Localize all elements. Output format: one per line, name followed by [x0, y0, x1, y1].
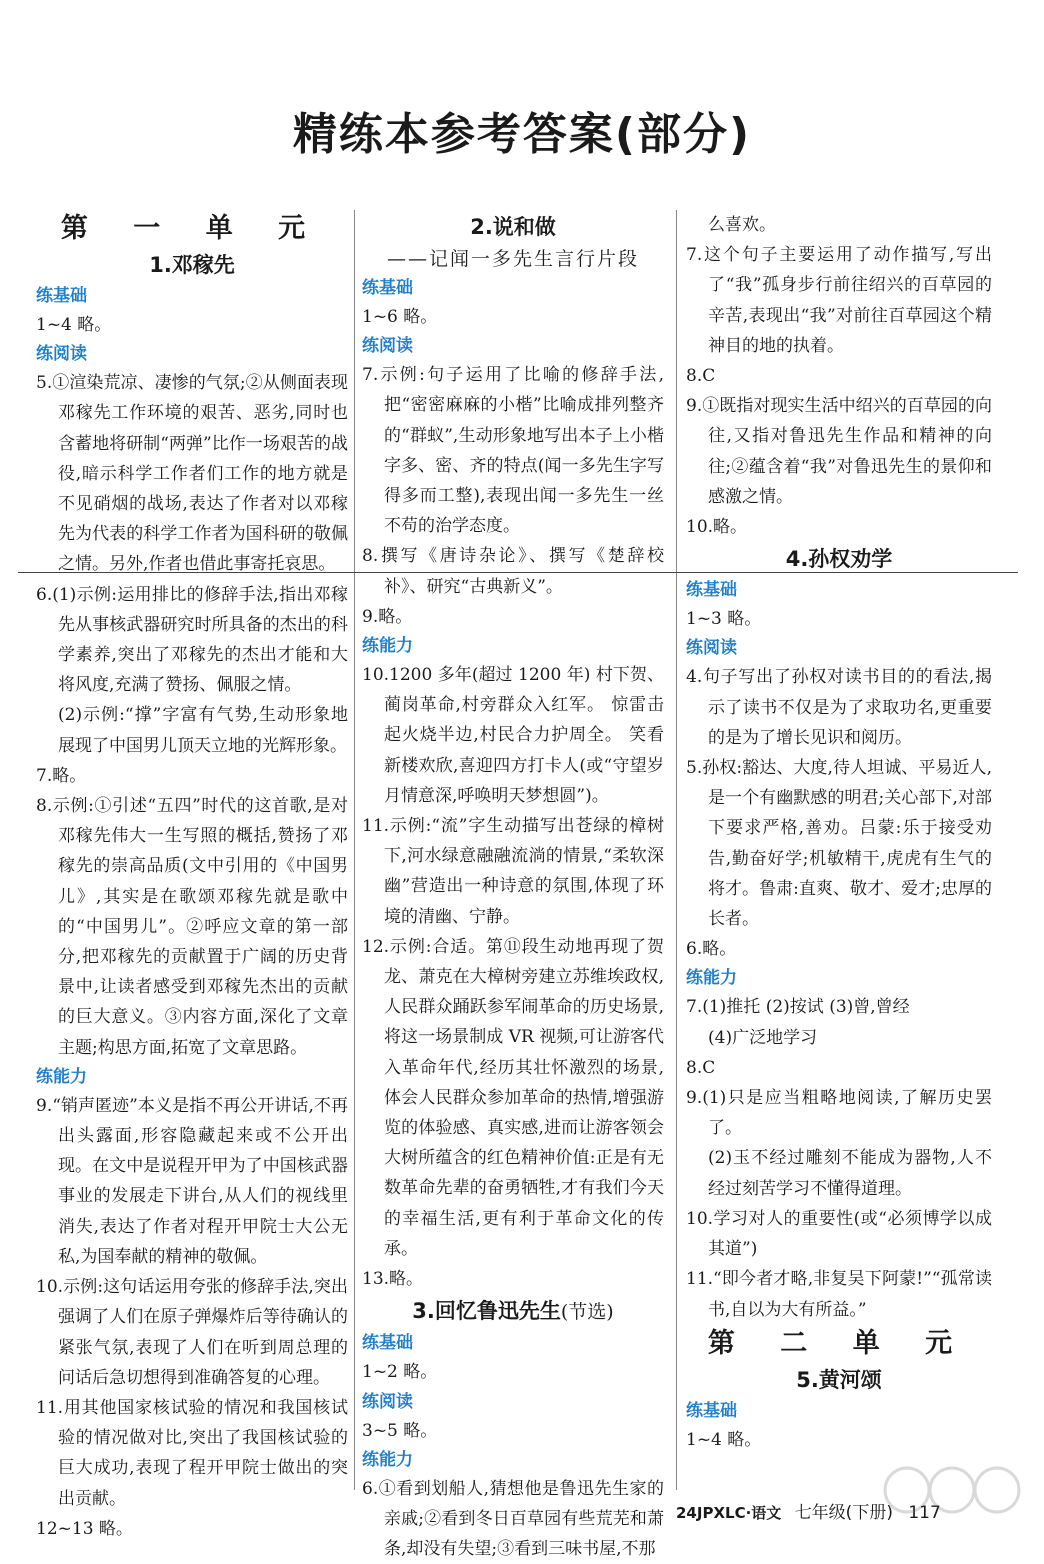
answer-item: 10.示例:这句话运用夸张的修辞手法,突出强调了人们在原子弹爆炸后等待确认的紧张气氛,表现了人们在听到周总理的问话后急切想得到准确答复的心理。 [36, 1277, 348, 1388]
answer-item: 10.略。 [686, 517, 748, 538]
answer-item: 5.①渲染荒凉、凄惨的气氛;②从侧面表现邓稼先工作环境的艰苦、恶劣,同时也含蓄地将研制“两弹”比作一场艰苦的战役,暗示科学工作者们工作的地方就是不见硝烟的战场,表达了作者对以邓稼先为代表的科学工作者为国科研的敬佩之情。另外,作者也借此事寄托哀思。 [36, 373, 348, 575]
answer-item: 6.(1)示例:运用排比的修辞手法,指出邓稼先从事核武器研究时所具备的杰出的科学素养,突出了邓稼先的杰出才能和大将风度,充满了赞扬、佩服之情。 [36, 584, 348, 696]
answer-item: 8.C [686, 1057, 716, 1078]
answer-item: 7.这个句子主要运用了动作描写,写出了“我”孤身步行前往绍兴的百草园的辛苦,表现出“我”对前往百草园这个精神目的地的执着。 [686, 245, 992, 356]
answer-item: 么喜欢。 [708, 215, 776, 235]
answer-item: 12~13 略。 [36, 1518, 133, 1539]
answer-item: 6.略。 [686, 939, 737, 960]
answer-item: (2)玉不经过雕刻不能成为器物,人不经过刻苦学习不懂得道理。 [708, 1148, 992, 1199]
section-label: 练阅读 [686, 638, 737, 659]
lesson-title: 1.邓稼先 [149, 253, 235, 277]
section-label: 练阅读 [36, 344, 87, 365]
answer-item: 1~4 略。 [36, 315, 112, 335]
lesson-title [362, 1294, 664, 1329]
unit-heading: 第 一 单 元 [60, 213, 324, 244]
column-1 [36, 210, 348, 1544]
grade-label: 七年级(下册) [794, 1503, 893, 1523]
section-label: 练基础 [686, 1400, 737, 1421]
lesson-title: 2.说和做 [470, 215, 556, 239]
lesson-title-text: 3.回忆鲁迅先生 [412, 1299, 561, 1324]
section-label: 练基础 [362, 278, 413, 298]
answer-item: 9.①既指对现实生活中绍兴的百草园的向往,又指对鲁迅先生作品和精神的向往;②蕴含着“我”对鲁迅先生的景仰和感激之情。 [686, 396, 992, 507]
answer-item: 12.示例:合适。第⑪段生动地再现了贺龙、萧克在大樟树旁建立苏维埃政权,人民群众踊跃参军闹革命的历史场景,将这一场景制成 VR 视频,可让游客代入革命年代,经历其壮怀激烈的场景,体会人民群众参加革命的热情,增强游览的体验感、真实感,进而让游客领会大树所蕴含的红色精神价值:正是有无数革命先辈的奋勇牺牲,才有我们今天的幸福生活,更有利于革命文化的传承。 [362, 936, 664, 1259]
lesson-title: 4.孙权劝学 [785, 547, 893, 572]
answer-item: 1~2 略。 [362, 1362, 438, 1383]
column-divider [676, 210, 677, 1490]
answer-item: 10.1200 多年(超过 1200 年) 村下贺、蔺岗革命,村旁群众入红军。 惊雷击起火烧半边,村民合力护周全。 笑看新楼欢欣,喜迎四方打卡人(或“守望岁月情意深,呼唤明天梦想圆”)。 [362, 665, 664, 806]
page-number: 117 [908, 1503, 941, 1523]
answer-item: 11.“即今者才略,非复吴下阿蒙!”“孤常读书,自以为大有所益。” [686, 1269, 992, 1320]
answer-item: 3~5 略。 [362, 1420, 438, 1441]
lesson-title-note: (节选) [560, 1301, 614, 1324]
answer-item: 7.略。 [36, 765, 87, 786]
answer-item: 13.略。 [362, 1269, 424, 1290]
section-label: 练基础 [36, 286, 87, 306]
answer-item: (4)广泛地学习 [708, 1027, 818, 1048]
answer-item: 1~6 略。 [362, 307, 438, 327]
answer-item: 10.学习对人的重要性(或“必须博学以成其道”) [686, 1208, 992, 1260]
column-2 [362, 210, 664, 1564]
answer-item: 5.孙权:豁达、大度,待人坦诚、平易近人,是一个有幽默感的明君;关心部下,对部下要求严格,善劝。吕蒙:乐于接受劝告,勤奋好学;机敏精干,虎虎有生气的将才。鲁肃:直爽、敬才、爱才;忠厚的长者。 [686, 758, 992, 930]
answer-item: 9.略。 [362, 606, 413, 627]
section-label: 练能力 [36, 1066, 87, 1087]
answer-item: 9.“销声匿迹”本义是指不再公开讲话,不再出头露面,形容隐藏起来或不公开出现。在文中是说程开甲为了中国核武器事业的发展走下讲台,从人们的视线里消失,表达了作者对程开甲院士大公无私,为国奉献的精神的敬佩。 [36, 1095, 348, 1267]
watermark-logo-icon [882, 1460, 1032, 1530]
column-divider [354, 210, 355, 1490]
section-label: 练阅读 [362, 336, 413, 357]
answer-item: 6.①看到划船人,猜想他是鲁迅先生家的亲戚;②看到冬日百草园有些荒芜和萧条,却没有失望;③看到三味书屋,不那 [362, 1478, 664, 1560]
answer-item: 8.示例:①引述“五四”时代的这首歌,是对邓稼先伟大一生写照的概括,赞扬了邓稼先的崇高品质(文中引用的《中国男儿》,其实是在歌颂邓稼先就是歌中的“中国男儿”。②呼应文章的第一部分,把邓稼先的贡献置于广阔的历史背景中,让读者感受到邓稼先杰出的贡献的巨大意义。③内容方面,深化了文章主题;构思方面,拓宽了文章思路。 [36, 796, 348, 1058]
answer-item: 1~3 略。 [686, 609, 762, 630]
answer-item: 11.用其他国家核试验的情况和我国核试验的情况做对比,突出了我国核试验的巨大成功,表现了程开甲院士做出的突出贡献。 [36, 1397, 348, 1509]
section-label: 练能力 [362, 1449, 413, 1470]
answer-item: 7.示例:句子运用了比喻的修辞手法,把“密密麻麻的小楷”比喻成排列整齐的“群蚁”,生动形象地写出本子上小楷字多、密、齐的特点(闻一多先生字写得多而工整),表现出闻一多先生一丝不苟的治学态度。 [362, 365, 664, 537]
section-label: 练阅读 [362, 1391, 413, 1412]
answer-item: 1~4 略。 [686, 1429, 762, 1450]
answer-item: 9.(1)只是应当粗略地阅读,了解历史罢了。 [686, 1088, 992, 1139]
book-code: 24JPXLC·语文 [676, 1504, 782, 1522]
column-3 [686, 210, 992, 1455]
answer-item: 7.(1)推托 (2)按试 (3)曾,曾经 [686, 997, 910, 1018]
section-label: 练基础 [686, 580, 737, 601]
lesson-subtitle: ——记闻一多先生言行片段 [386, 248, 639, 270]
unit-heading: 第 二 单 元 [707, 1327, 971, 1359]
answer-item: 11.示例:“流”字生动描写出苍绿的樟树下,河水绿意融融流淌的情景,“柔软深幽”营造出一种诗意的氛围,体现了环境的清幽、宁静。 [362, 816, 664, 927]
page-title: 精练本参考答案(部分) [292, 109, 752, 160]
lesson-title: 5.黄河颂 [796, 1367, 882, 1392]
answer-item: 8.C [686, 366, 716, 387]
answer-item: (2)示例:“撑”字富有气势,生动形象地展现了中国男儿顶天立地的光辉形象。 [58, 705, 348, 756]
section-label: 练能力 [362, 636, 413, 657]
section-label: 练基础 [362, 1333, 413, 1354]
answer-item: 8.撰写《唐诗杂论》、撰写《楚辞校补》、研究“古典新义”。 [362, 546, 664, 597]
section-label: 练能力 [686, 968, 737, 989]
answer-item: 4.句子写出了孙权对读书目的的看法,揭示了读书不仅是为了求取功名,更重要的是为了增长见识和阅历。 [686, 667, 992, 748]
